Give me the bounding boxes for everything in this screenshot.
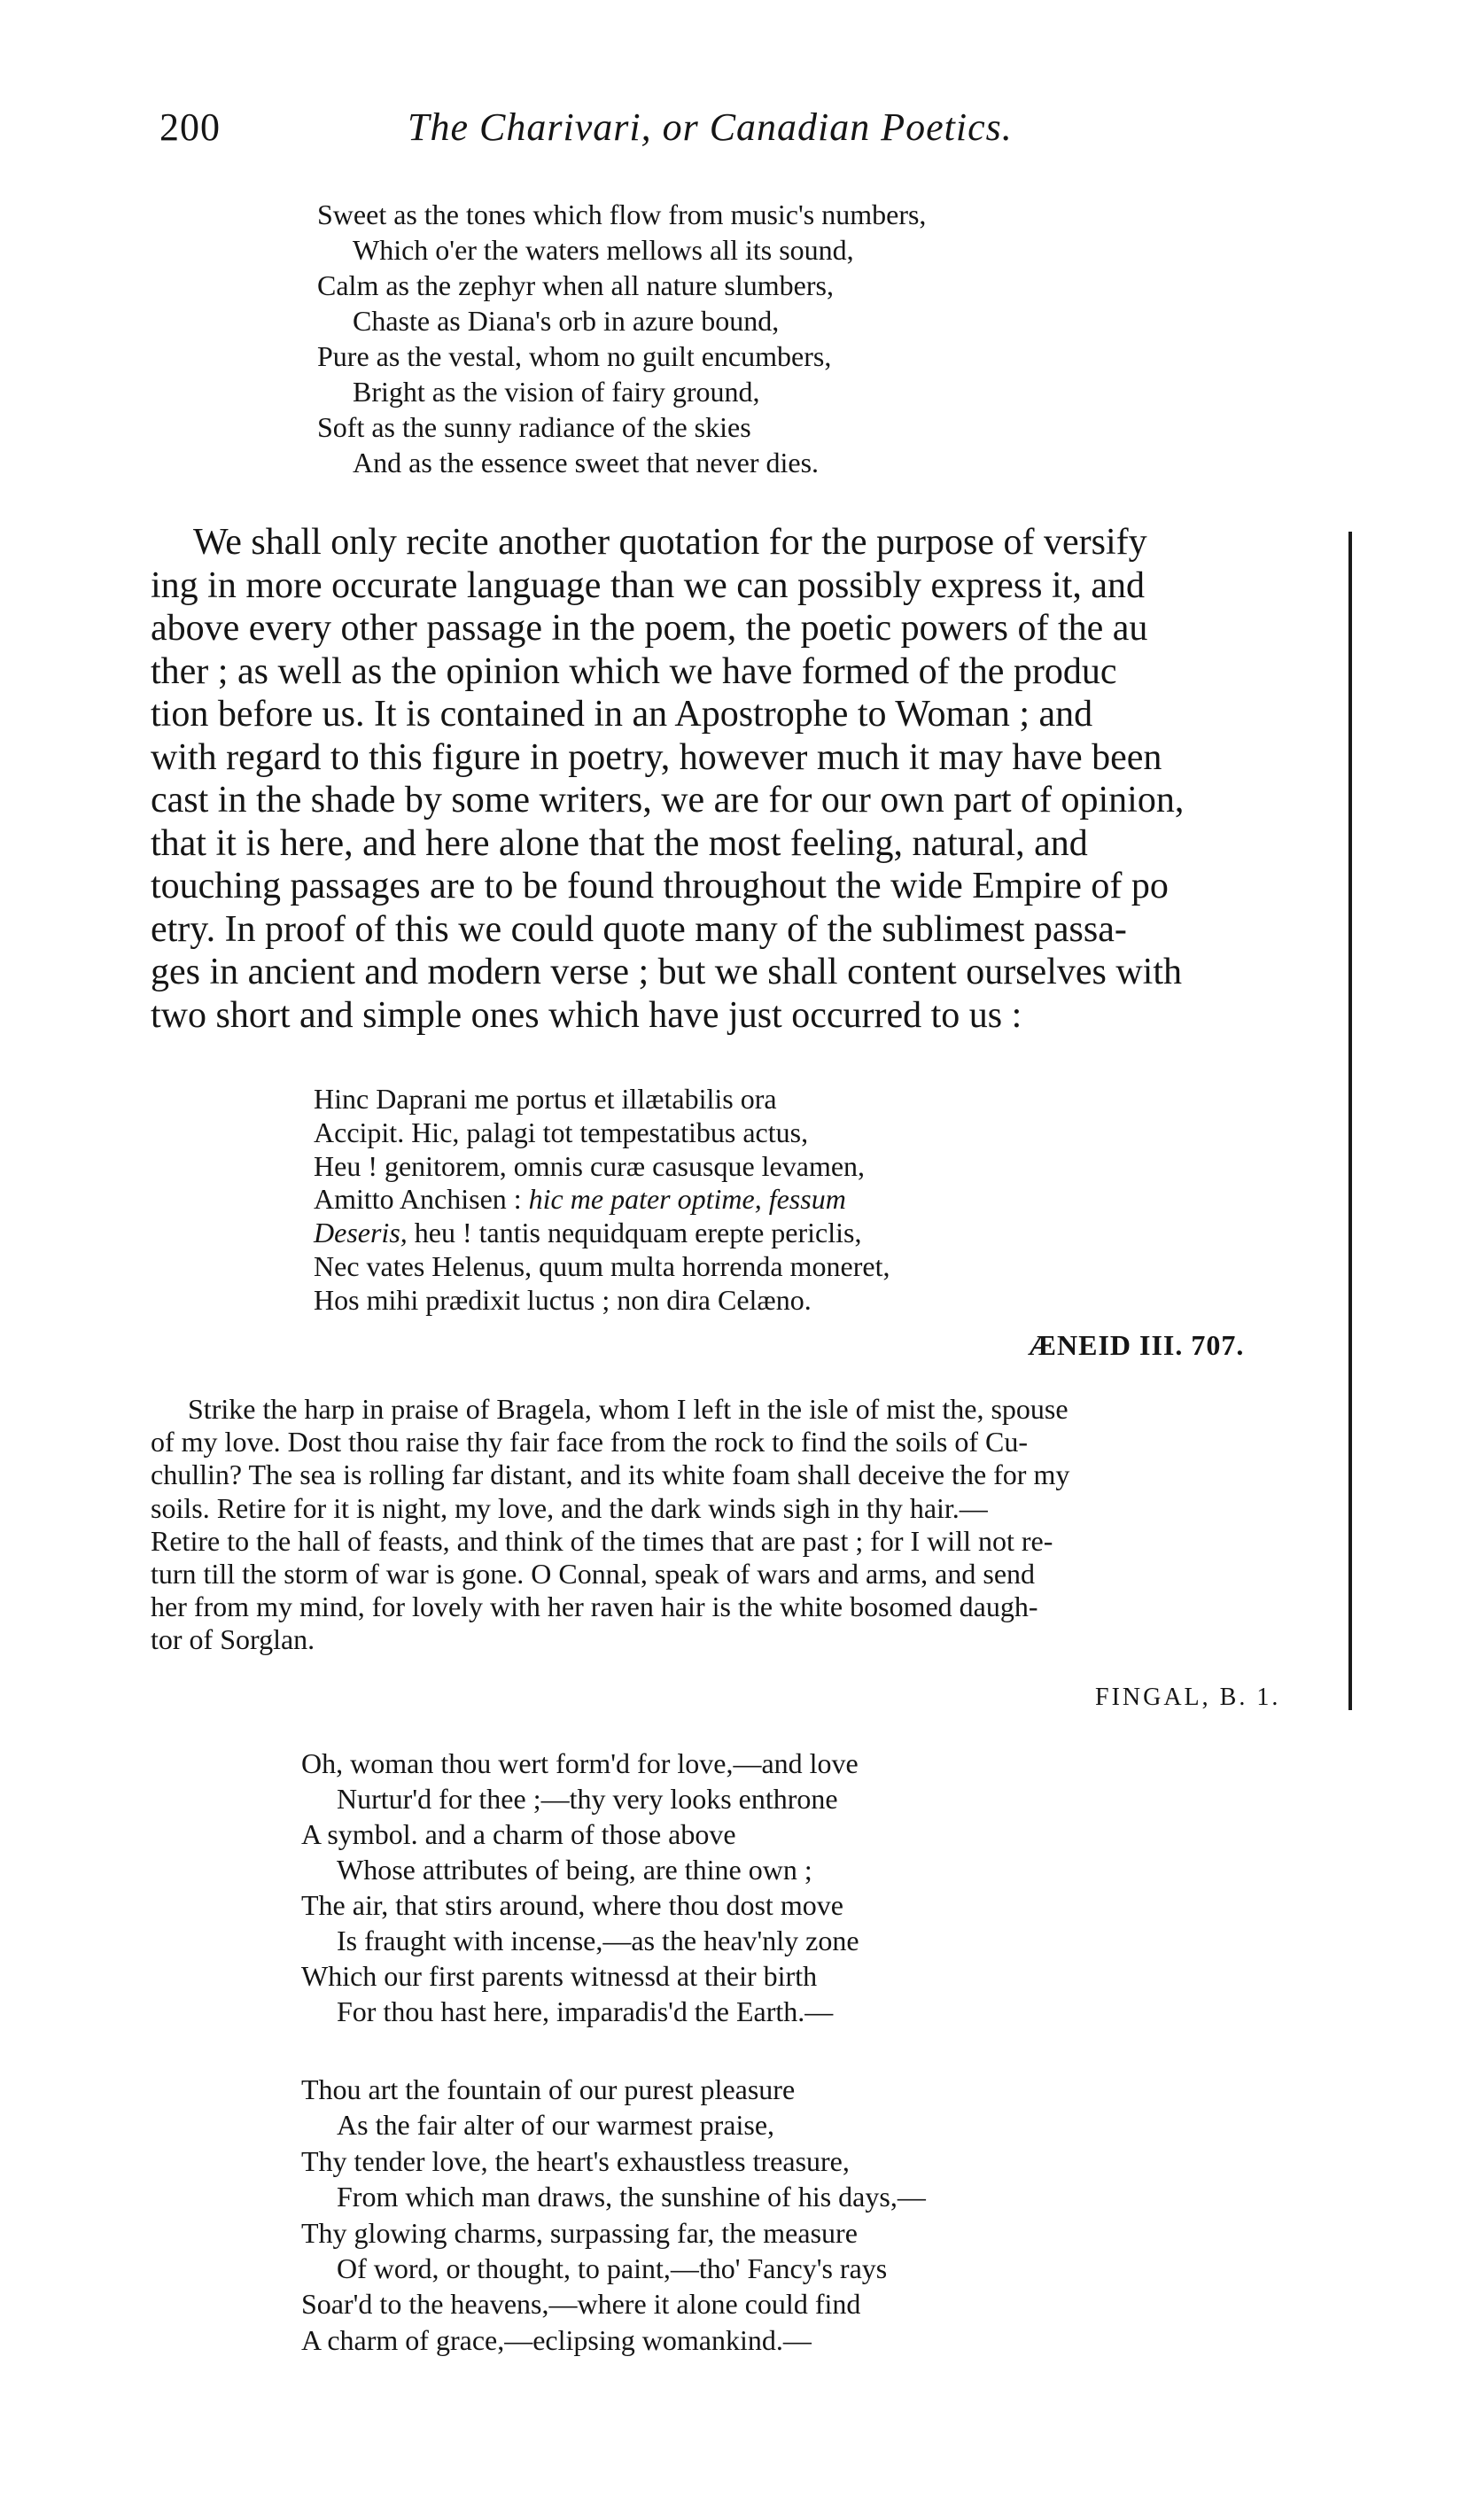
latin-line: Heu ! genitorem, omnis curæ casusque levamen,	[314, 1149, 866, 1182]
prose-line: Retire to the hall of feasts, and think of the times that are past ; for I will not re-	[151, 1524, 1053, 1557]
prose-line: Strike the harp in praise of Bragela, whom I left in the isle of mist the, spouse	[188, 1393, 1069, 1425]
verse-line: And as the essence sweet that never dies.	[353, 447, 820, 478]
latin-italic-text: Deseris,	[314, 1217, 408, 1249]
verse-line: Soft as the sunny radiance of the skies	[317, 411, 751, 443]
latin-line	[314, 1183, 890, 1217]
verse-line: Thy tender love, the heart's exhaustless treasure,	[301, 2144, 850, 2177]
prose-line: tor of Sorglan.	[151, 1623, 315, 1656]
paragraph-line: that it is here, and here alone that the most feeling, natural, and	[151, 822, 1088, 864]
paragraph-line: We shall only recite another quotation for the purpose of versify	[193, 522, 1147, 563]
page-number: 200	[159, 105, 221, 149]
paragraph-line: etry. In proof of this we could quote many of the sublimest passa-	[151, 908, 1127, 950]
running-title: The Charivari, or Canadian Poetics.	[408, 105, 1013, 149]
body-paragraph	[151, 521, 1347, 1037]
verse-line: Which o'er the waters mellows all its sound,	[353, 234, 854, 266]
verse-line: Is fraught with incense,—as the heav'nly zone	[337, 1925, 859, 1956]
paragraph-line: with regard to this figure in poetry, however much it may have been	[151, 736, 1162, 778]
verse-line: Which our first parents witnessd at their birth	[301, 1960, 818, 1992]
verse-line: A charm of grace,—eclipsing womankind.—	[301, 2323, 812, 2356]
prose-line: turn till the storm of war is gone. O Connal, speak of wars and arms, and send	[151, 1558, 1036, 1591]
margin-rule	[1348, 532, 1352, 1710]
paragraph-line: above every other passage in the poem, the poetic powers of the au	[151, 608, 1148, 649]
latin-line	[314, 1217, 890, 1250]
verse-line: Chaste as Diana's orb in azure bound,	[353, 305, 780, 337]
verse-line: Of word, or thought, to paint,—tho' Fancy's rays	[337, 2252, 888, 2285]
latin-text: Amitto Anchisen :	[314, 1183, 529, 1216]
paragraph-line: cast in the shade by some writers, we are for our own part of opinion,	[151, 780, 1185, 821]
latin-quotation	[314, 1083, 890, 1318]
verse-line: Thy glowing charms, surpassing far, the measure	[301, 2216, 858, 2249]
paragraph-line: tion before us. It is contained in an Apostrophe to Woman ; and	[151, 694, 1093, 735]
ossian-prose-quotation	[151, 1393, 1069, 1657]
woman-verse-stanza	[301, 1746, 859, 2029]
verse-line: Nurtur'd for thee ;—thy very looks enthrone	[337, 1783, 838, 1815]
page-header	[159, 105, 1099, 158]
opening-verse-stanza	[317, 197, 926, 480]
latin-text: heu ! tantis nequidquam erepte periclis,	[407, 1217, 862, 1249]
paragraph-line: ges in ancient and modern verse ; but we shall content ourselves with	[151, 952, 1183, 992]
verse-line: Thou art the fountain of our purest pleasure	[301, 2073, 796, 2105]
latin-line: Hos mihi prædixit luctus ; non dira Celæno.	[314, 1283, 812, 1316]
verse-line: From which man draws, the sunshine of his days,—	[337, 2181, 926, 2213]
paragraph-line: touching passages are to be found throughout the wide Empire of po	[151, 866, 1169, 906]
latin-line: Accipit. Hic, palagi tot tempestatibus actus,	[314, 1116, 809, 1148]
verse-line: Whose attributes of being, are thine own ;	[337, 1854, 812, 1886]
verse-line: For thou hast here, imparadis'd the Earth.—	[337, 1995, 834, 2027]
latin-line: Nec vates Helenus, quum multa horrenda moneret,	[314, 1249, 890, 1282]
verse-line: Pure as the vestal, whom no guilt encumbers,	[317, 340, 832, 372]
paragraph-line: ther ; as well as the opinion which we have formed of the produc	[151, 650, 1117, 692]
verse-line: Calm as the zephyr when all nature slumbers,	[317, 269, 834, 301]
verse-line: A symbol. and a charm of those above	[301, 1818, 736, 1850]
prose-line: of my love. Dost thou raise thy fair face from the rock to find the soils of Cu-	[151, 1426, 1028, 1458]
prose-line: soils. Retire for it is night, my love, and the dark winds sigh in thy hair.—	[151, 1491, 988, 1524]
fingal-citation: FINGAL, B. 1.	[1095, 1684, 1281, 1711]
prose-line: chullin? The sea is rolling far distant, and its white foam shall deceive the for my	[151, 1458, 1070, 1491]
verse-line: Soar'd to the heavens,—where it alone could find	[301, 2288, 861, 2321]
latin-line: Hinc Daprani me portus et illætabilis ora	[314, 1083, 777, 1115]
paragraph-line: two short and simple ones which have just occurred to us :	[151, 994, 1022, 1036]
verse-line: As the fair alter of our warmest praise,	[337, 2109, 775, 2142]
prose-line: her from my mind, for lovely with her raven hair is the white bosomed daugh-	[151, 1591, 1038, 1623]
aeneid-citation: ÆNEID III. 707.	[1028, 1329, 1245, 1361]
fountain-verse-stanza	[301, 2072, 926, 2358]
verse-line: The air, that stirs around, where thou dost move	[301, 1889, 843, 1921]
verse-line: Bright as the vision of fairy ground,	[353, 376, 760, 408]
paragraph-line: ing in more occurate language than we can possibly express it, and	[151, 564, 1145, 606]
latin-italic-text: hic me pater optime, fessum	[528, 1183, 846, 1216]
verse-line: Oh, woman thou wert form'd for love,—and love	[301, 1747, 859, 1779]
verse-line: Sweet as the tones which flow from music's numbers,	[317, 198, 927, 230]
